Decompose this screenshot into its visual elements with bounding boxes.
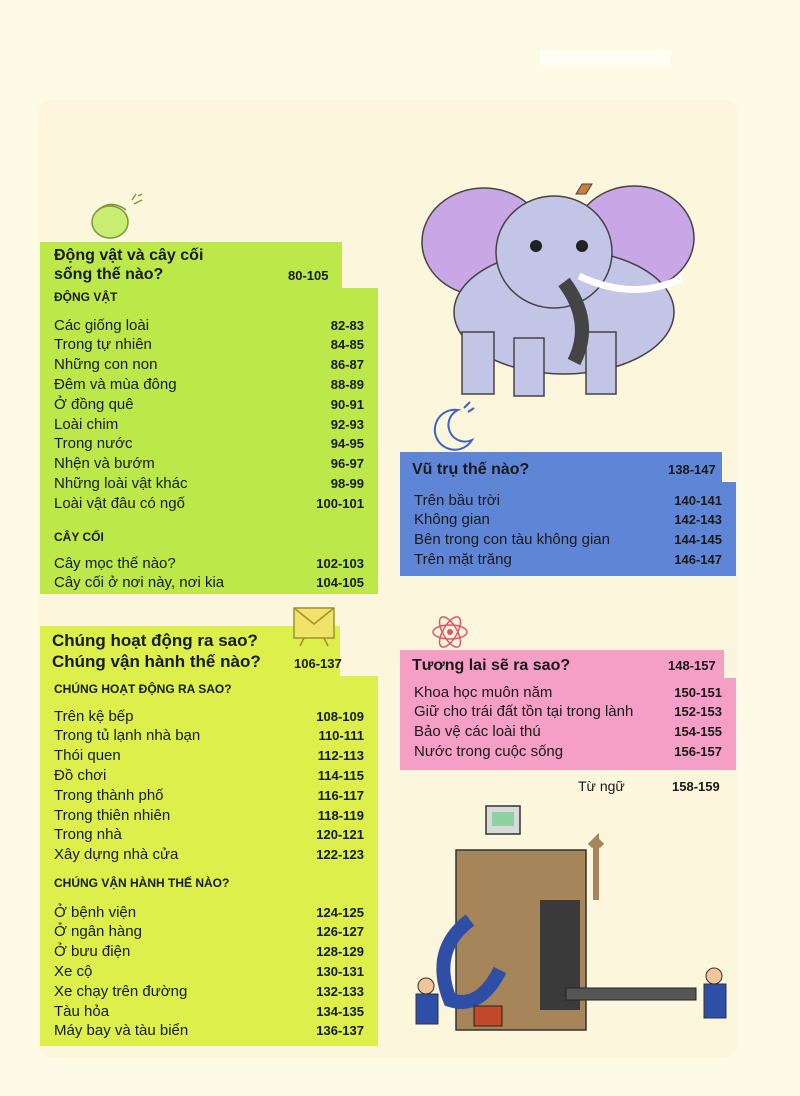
entry-pages: 102-103 [316, 555, 364, 571]
entry-label: Ở ngân hàng [54, 923, 142, 941]
entry-label: Không gian [414, 511, 490, 529]
toc-entry[interactable] [54, 434, 364, 454]
entry-label: Trong nước [54, 435, 133, 453]
toc-entry[interactable] [414, 490, 722, 510]
entry-pages: 140-141 [674, 492, 722, 508]
entry-label: Giữ cho trái đất tồn tại trong lành [414, 703, 634, 721]
entry-pages: 96-97 [330, 456, 364, 472]
toc-entry[interactable] [54, 942, 364, 962]
section-how-things-work [38, 626, 378, 1046]
entry-label: Cây mọc thế nào? [54, 554, 176, 572]
toc-entry[interactable] [54, 414, 364, 434]
entry-pages: 116-117 [317, 787, 364, 803]
toc-entry[interactable] [414, 510, 722, 530]
toc-entry[interactable] [54, 902, 364, 922]
entry-pages: 136-137 [316, 1023, 364, 1039]
entry-label: Thói quen [54, 747, 121, 765]
entry-label: Nhện và bướm [54, 455, 155, 473]
entry-pages: 92-93 [330, 416, 364, 432]
entry-label: Loài vật đâu có ngố [54, 494, 185, 512]
entry-label: Bảo vệ các loài thú [414, 723, 541, 741]
section-title[interactable] [52, 630, 261, 672]
entry-label: Ở bệnh viện [54, 903, 137, 921]
top-strip [540, 50, 670, 66]
entry-pages: 100-101 [316, 495, 364, 511]
toc-entry[interactable] [414, 682, 722, 702]
toc-entry[interactable] [414, 741, 722, 761]
entry-label: Đồ chơi [54, 766, 107, 784]
entry-pages: 114-115 [317, 767, 364, 783]
toc-entry[interactable] [54, 765, 364, 785]
entry-pages: 142-143 [674, 512, 722, 528]
entry-label: Trong tự nhiên [54, 336, 152, 354]
section-animals-plants [38, 238, 378, 594]
toc-entry[interactable] [54, 473, 364, 493]
entry-label: Trên mặt trăng [414, 550, 512, 568]
entry-pages: 130-131 [316, 963, 364, 979]
section-pages: 80-105 [288, 268, 329, 283]
elephant-illustration [414, 172, 694, 402]
bug-doodle-icon [82, 190, 152, 242]
subsection-title: CHÚNG HOẠT ĐỘNG RA SAO? [54, 682, 232, 696]
entry-label: Ở đồng quê [54, 395, 134, 413]
toc-entry[interactable] [54, 454, 364, 474]
entry-label: Các giống loài [54, 316, 150, 334]
moon-doodle-icon [428, 402, 478, 452]
section-title[interactable]: Vũ trụ thế nào? [412, 461, 530, 478]
entry-pages: 144-145 [674, 532, 722, 548]
entry-label: Xây dựng nhà cửa [54, 846, 179, 864]
entry-label: Trong thiên nhiên [54, 806, 171, 824]
entry-pages: 108-109 [316, 708, 364, 724]
entry-label: Nước trong cuộc sống [414, 742, 564, 760]
glossary-label: Từ ngữ [578, 778, 625, 794]
entry-pages: 112-113 [317, 748, 364, 764]
title-line: Chúng hoạt động ra sao? [52, 631, 258, 650]
section-title[interactable] [54, 246, 203, 284]
entry-pages: 90-91 [330, 396, 364, 412]
toc-entry[interactable] [54, 374, 364, 394]
entry-label: Ở bưu điện [54, 943, 131, 961]
entry-label: Đêm và mùa đông [54, 375, 177, 393]
section-pages: 106-137 [294, 656, 342, 671]
atom-doodle-icon [430, 612, 470, 652]
entry-pages: 122-123 [316, 847, 364, 863]
toc-entry[interactable] [54, 825, 364, 845]
toc-entry[interactable] [54, 785, 364, 805]
entry-label: Xe cộ [54, 962, 93, 980]
entry-pages: 124-125 [316, 904, 364, 920]
entry-pages: 88-89 [330, 376, 364, 392]
toc-entry[interactable] [414, 702, 722, 722]
entry-label: Bên trong con tàu không gian [414, 531, 610, 549]
section-pages: 138-147 [668, 462, 716, 477]
entry-pages: 132-133 [316, 983, 364, 999]
entry-pages: 104-105 [316, 575, 364, 591]
toc-entry[interactable] [54, 1021, 364, 1041]
toc-entry[interactable] [414, 530, 722, 550]
entry-pages: 146-147 [674, 551, 722, 567]
toc-entry[interactable] [54, 961, 364, 981]
subsection-title: CHÚNG VẬN HÀNH THẾ NÀO? [54, 876, 230, 890]
entry-label: Trong thành phố [54, 786, 164, 804]
entry-label: Những loài vật khác [54, 474, 188, 492]
toc-entry[interactable] [54, 315, 364, 335]
toc-entry[interactable] [54, 355, 364, 375]
letter-doodle-icon [290, 604, 340, 648]
entry-pages: 150-151 [674, 684, 722, 700]
entry-label: Máy bay và tàu biển [54, 1022, 189, 1040]
toc-entry[interactable] [54, 573, 364, 593]
entry-pages: 156-157 [674, 743, 722, 759]
toc-entry[interactable] [54, 1001, 364, 1021]
toc-entry[interactable] [414, 722, 722, 742]
toc-entry[interactable] [54, 394, 364, 414]
toc-entry[interactable] [54, 746, 364, 766]
entry-label: Trong tủ lạnh nhà bạn [54, 727, 201, 745]
entry-pages: 84-85 [330, 337, 364, 353]
toc-entry[interactable] [54, 726, 364, 746]
entry-label: Trong nhà [54, 826, 122, 844]
subsection-title: CÂY CỐI [54, 530, 104, 544]
entry-label: Trên bầu trời [414, 491, 500, 509]
entry-pages: 86-87 [330, 357, 364, 373]
subsection-title: ĐỘNG VẬT [54, 290, 118, 304]
section-title[interactable]: Tương lai sẽ ra sao? [412, 657, 571, 674]
section-future [398, 650, 736, 770]
entry-pages: 82-83 [330, 317, 364, 333]
entry-pages: 128-129 [316, 944, 364, 960]
machine-illustration [390, 800, 760, 1040]
toc-entry[interactable] [54, 335, 364, 355]
entry-label: Trên kệ bếp [54, 707, 134, 725]
entry-pages: 120-121 [316, 827, 364, 843]
entry-pages: 110-111 [318, 728, 364, 744]
entry-label: Khoa học muôn năm [414, 683, 553, 701]
entry-label: Xe chạy trên đường [54, 982, 188, 1000]
entry-pages: 118-119 [317, 807, 364, 823]
glossary-pages: 158-159 [672, 779, 720, 794]
glossary-entry[interactable] [578, 778, 728, 798]
title-line: sống thế nào? [54, 266, 164, 283]
entry-pages: 94-95 [330, 436, 364, 452]
section-pages: 148-157 [668, 658, 716, 673]
toc-entry[interactable] [54, 922, 364, 942]
entry-label: Những con non [54, 356, 158, 374]
entry-pages: 154-155 [674, 724, 722, 740]
section-universe [398, 452, 736, 576]
entry-pages: 126-127 [316, 924, 364, 940]
title-line: Động vật và cây cối [54, 247, 204, 264]
entry-label: Cây cối ở nơi này, nơi kia [54, 574, 225, 592]
title-line: Chúng vận hành thế nào? [52, 652, 261, 671]
toc-entry[interactable] [54, 493, 364, 513]
toc-entry[interactable] [54, 553, 364, 573]
toc-entry[interactable] [54, 845, 364, 865]
entry-pages: 134-135 [316, 1003, 364, 1019]
toc-entry[interactable] [414, 549, 722, 569]
toc-entry[interactable] [54, 706, 364, 726]
entry-label: Loài chim [54, 415, 119, 433]
entry-pages: 152-153 [674, 704, 722, 720]
toc-entry[interactable] [54, 805, 364, 825]
entry-label: Tàu hỏa [54, 1002, 110, 1020]
toc-entry[interactable] [54, 981, 364, 1001]
entry-pages: 98-99 [330, 475, 364, 491]
